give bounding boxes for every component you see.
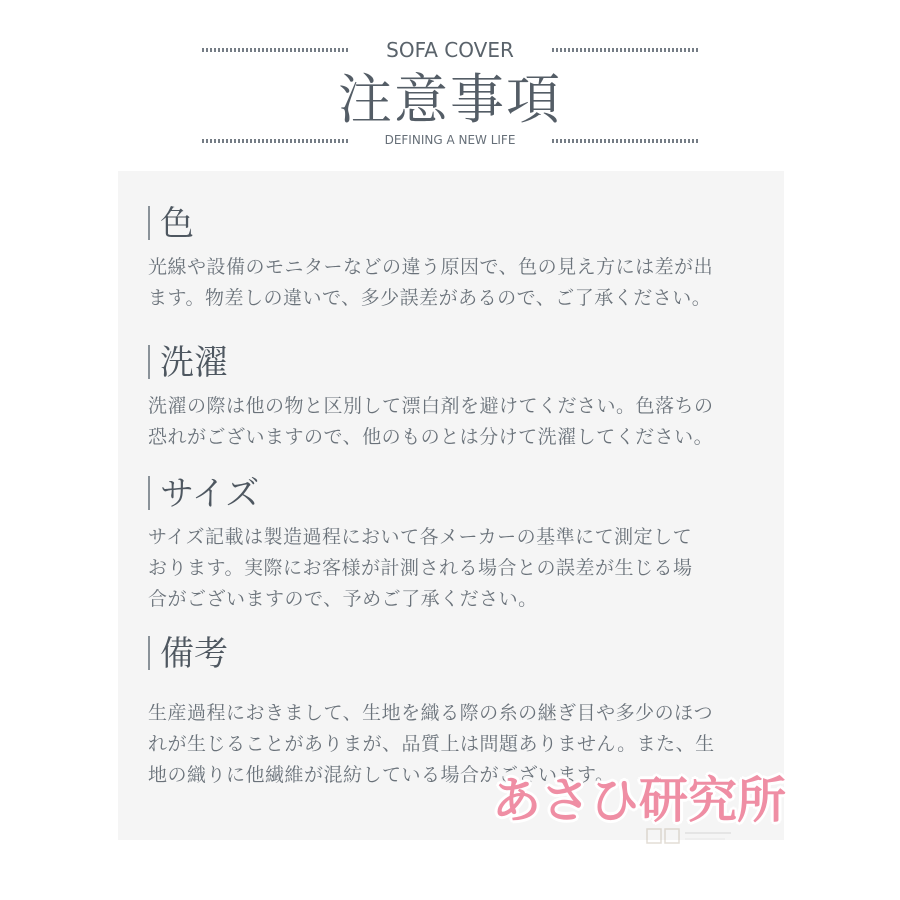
header-kicker: SOFA COVER <box>386 38 514 62</box>
section-body: 洗濯の際は他の物と区別して漂白剤を避けてください。色落ちの 恐れがございますので、他のものとは分けて洗濯してください。 <box>148 395 714 448</box>
faint-logo-stamp <box>645 825 735 847</box>
watermark-text: あさひ研究所 <box>492 772 787 829</box>
decorative-dotted-line <box>202 139 350 143</box>
section-size <box>148 474 778 615</box>
section-washing <box>148 343 778 453</box>
section-body: サイズ記載は製造過程において各メーカーの基準にて測定して おります。実際にお客様が計測される場合との誤差が生じる場 合がございますので、予めご了承ください。 <box>148 526 693 610</box>
section-title: 洗濯 <box>148 343 778 383</box>
header-tagline: DEFINING A NEW LIFE <box>384 133 516 147</box>
page-title: 注意事項 <box>338 68 562 131</box>
page-header <box>0 0 900 170</box>
decorative-dotted-line <box>552 48 700 52</box>
notes-panel <box>118 171 787 840</box>
section-body: 生産過程におきまして、生地を織る際の糸の継ぎ目や多少のほつ れが生じることがありまが、品質上は問題ありません。また、生 地の織りに他繊維が混紡している場合がございます。 <box>148 702 715 786</box>
section-title: 色 <box>148 204 778 244</box>
section-body: 光線や設備のモニターなどの違う原因で、色の見え方には差が出 ます。物差しの違いで、多少誤差があるので、ご了承ください。 <box>148 256 714 309</box>
decorative-dotted-line <box>552 139 700 143</box>
section-color <box>148 204 778 314</box>
section-title: サイズ <box>148 474 778 514</box>
decorative-dotted-line <box>202 48 350 52</box>
section-title: 備考 <box>148 634 778 674</box>
